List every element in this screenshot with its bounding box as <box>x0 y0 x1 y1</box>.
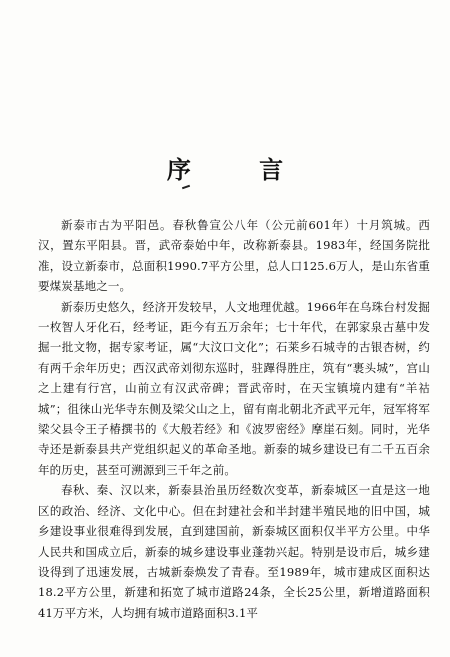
paragraph-3: 春秋、秦、汉以来，新泰县治虽历经数次变革，新泰城区一直是这一地区的政治、经济、文化中心。但在封建社会和半封建半殖民地的旧中国，城乡建设事业很难得到发展，直到建国前，新泰城区面积仅半平方公里。中华人民共和国成立后，新泰的城乡建设事业蓬勃兴起。特别是设市后，城乡建设得到了迅速发展，古城新泰焕发了青春。至1989年，城市建成区面积达18.2平方公里，新建和拓宽了城市道路24条，全长25公里，新增道路面积41万平方米，人均拥有城市道路面积3.1平 <box>38 483 430 620</box>
paragraph-2: 新泰历史悠久，经济开发较早，人文地理优越。1966年在乌珠台村发掘一枚智人牙化石，经考证，距今有五万余年；七十年代，在郭家泉古墓中发掘一批文物，据专家考证，属“大汶口文化”；石莱乡石城寺的古银杏树，约有两千余年历史；西汉武帝刘彻东巡时，驻蹕得胜庄，筑有“裹头城”，宫山之上建有行宫，山前立有汉武帝碑；晋武帝时，在天宝镇境内建有“羊祜城”；徂徕山光华寺东侧及梁父山之上，留有南北朝北齐武平元年，冠军将军梁父县令王子椿撰书的《大般若经》和《波罗密经》摩崖石刻。同时，光华寺还是新泰县共产党组织起义的革命圣地。新泰的城乡建设已有二千五百余年的历史，甚至可溯源到三千年之前。 <box>38 299 430 477</box>
ink-mark <box>182 185 190 190</box>
body-text <box>38 215 430 623</box>
page-title: 序 言 <box>166 155 314 184</box>
paragraph-1: 新泰市古为平阳邑。春秋鲁宣公八年（公元前601年）十月筑城。西汉，置东平阳县。晋，武帝泰始中年，改称新泰县。1983年，经国务院批准，设立新泰市，总面积1990.7平方公里，总人口125.6万人，是山东省重要煤炭基地之一。 <box>38 218 430 294</box>
